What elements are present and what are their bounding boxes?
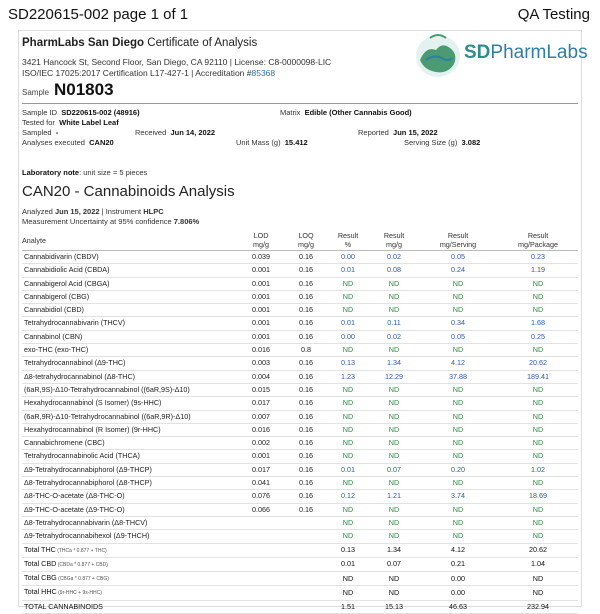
empty-cell — [286, 543, 326, 557]
analyte-cell: Tetrahydrocannabinol (Δ9-THC) — [22, 357, 236, 370]
value-cell: 0.003 — [236, 357, 286, 370]
value-cell: 0.007 — [236, 410, 286, 423]
value-cell: 0.05 — [418, 330, 498, 343]
table-row — [22, 397, 578, 410]
table-row — [22, 477, 578, 490]
table-row — [22, 370, 578, 383]
table-row — [22, 330, 578, 343]
analyte-cell: Cannabidivarin (CBDV) — [22, 251, 236, 264]
sdpharmlabs-logo — [412, 30, 587, 86]
value-cell: 0.11 — [370, 317, 418, 330]
value-cell: ND — [326, 383, 370, 396]
table-row — [22, 516, 578, 529]
value-cell — [286, 530, 326, 543]
value-cell: 18.69 — [498, 490, 578, 503]
total-value-cell: 0.01 — [326, 557, 370, 571]
lab-title — [22, 37, 257, 49]
value-cell: ND — [418, 383, 498, 396]
table-row — [22, 410, 578, 423]
value-cell: 0.02 — [370, 251, 418, 264]
total-value-cell: 46.63 — [418, 600, 498, 613]
table-row — [22, 357, 578, 370]
value-cell: ND — [498, 277, 578, 290]
total-value-cell: 232.94 — [498, 600, 578, 613]
value-cell: ND — [326, 516, 370, 529]
empty-cell — [236, 572, 286, 586]
analyte-cell: Cannabigerol Acid (CBGA) — [22, 277, 236, 290]
empty-cell — [236, 543, 286, 557]
value-cell: 0.01 — [326, 463, 370, 476]
value-cell: 0.00 — [326, 251, 370, 264]
value-cell: ND — [418, 530, 498, 543]
reported: Reported Jun 15, 2022 — [358, 128, 438, 137]
total-value-cell: ND — [498, 586, 578, 600]
value-cell: ND — [498, 516, 578, 529]
value-cell: 0.16 — [286, 450, 326, 463]
analyte-cell: Δ8-Tetrahydrocannabivarin (Δ8-THCV) — [22, 516, 236, 529]
value-cell: ND — [370, 383, 418, 396]
unit-mass: Unit Mass (g) 15.412 — [236, 138, 308, 147]
total-value-cell: 20.62 — [498, 543, 578, 557]
value-cell: 0.16 — [286, 490, 326, 503]
analyte-cell: Δ9-THC-O-acetate (Δ9-THC-O) — [22, 503, 236, 516]
value-cell: 0.00 — [326, 330, 370, 343]
total-value-cell: 0.07 — [370, 557, 418, 571]
value-cell: ND — [370, 277, 418, 290]
value-cell: ND — [498, 410, 578, 423]
value-cell: 3.74 — [418, 490, 498, 503]
value-cell: ND — [418, 450, 498, 463]
value-cell: ND — [326, 530, 370, 543]
value-cell: ND — [326, 503, 370, 516]
matrix: Matrix Edible (Other Cannabis Good) — [280, 108, 412, 117]
sample-id: Sample ID SD220615-002 (48916) — [22, 108, 140, 117]
table-row — [22, 383, 578, 396]
value-cell: 0.16 — [286, 251, 326, 264]
value-cell: 0.001 — [236, 290, 286, 303]
value-cell: 0.16 — [286, 410, 326, 423]
analyte-cell: Δ8-THC-O-acetate (Δ8-THC-O) — [22, 490, 236, 503]
value-cell: ND — [498, 383, 578, 396]
total-value-cell: 0.00 — [418, 586, 498, 600]
value-cell: ND — [498, 437, 578, 450]
value-cell: ND — [498, 423, 578, 436]
value-cell: 1.34 — [370, 357, 418, 370]
value-cell: 0.16 — [286, 317, 326, 330]
value-cell: 1.02 — [498, 463, 578, 476]
total-label: Total CBD (CBDa * 0.877 + CBD) — [22, 557, 236, 571]
table-row — [22, 490, 578, 503]
column-header: Result % — [326, 230, 370, 251]
value-cell: 0.001 — [236, 304, 286, 317]
value-cell: ND — [418, 503, 498, 516]
total-value-cell: ND — [370, 572, 418, 586]
value-cell: ND — [370, 423, 418, 436]
value-cell: ND — [418, 344, 498, 357]
total-label: TOTAL CANNABINOIDS — [22, 600, 236, 613]
table-row — [22, 290, 578, 303]
value-cell: 0.001 — [236, 264, 286, 277]
value-cell: 1.23 — [326, 370, 370, 383]
total-value-cell: ND — [498, 572, 578, 586]
total-value-cell: ND — [370, 586, 418, 600]
value-cell: ND — [370, 450, 418, 463]
value-cell: ND — [418, 410, 498, 423]
value-cell: 0.24 — [418, 264, 498, 277]
column-header: LOQ mg/g — [286, 230, 326, 251]
value-cell: ND — [498, 477, 578, 490]
value-cell: ND — [370, 503, 418, 516]
value-cell: 0.001 — [236, 277, 286, 290]
lab-address — [22, 57, 331, 79]
coa-subtitle: Certificate of Analysis — [147, 37, 258, 49]
total-value-cell: ND — [326, 586, 370, 600]
total-label: Total HHC (9r-HHC + 9s-HHC) — [22, 586, 236, 600]
value-cell: ND — [370, 530, 418, 543]
sampled: Sampled - — [22, 128, 59, 137]
table-row — [22, 437, 578, 450]
value-cell: 189.41 — [498, 370, 578, 383]
empty-cell — [286, 600, 326, 613]
value-cell: ND — [418, 423, 498, 436]
analyte-cell: Cannabidiol (CBD) — [22, 304, 236, 317]
value-cell: ND — [326, 277, 370, 290]
value-cell: ND — [326, 410, 370, 423]
value-cell: 0.002 — [236, 437, 286, 450]
total-row — [22, 572, 578, 586]
laboratory-note: Laboratory note: unit size = 5 pieces — [22, 168, 148, 177]
empty-cell — [236, 557, 286, 571]
empty-cell — [286, 572, 326, 586]
value-cell: ND — [370, 410, 418, 423]
value-cell: 0.07 — [370, 463, 418, 476]
value-cell: 0.039 — [236, 251, 286, 264]
analyte-cell: Cannabidiolic Acid (CBDA) — [22, 264, 236, 277]
value-cell: ND — [418, 477, 498, 490]
column-header: Analyte — [22, 230, 236, 251]
total-value-cell: 15.13 — [370, 600, 418, 613]
logo-text: SDPharmLabs — [464, 42, 588, 63]
value-cell: 0.16 — [286, 397, 326, 410]
value-cell: 0.23 — [498, 251, 578, 264]
cannabinoids-table — [22, 230, 578, 614]
received: Received Jun 14, 2022 — [135, 128, 216, 137]
value-cell: 37.88 — [418, 370, 498, 383]
value-cell: 0.016 — [236, 344, 286, 357]
analyte-cell: (6aR,9S)-Δ10-Tetrahydrocannabinol ((6aR,9S)-Δ10) — [22, 383, 236, 396]
analyte-cell: Δ9-Tetrahydrocannabiphorol (Δ9-THCP) — [22, 463, 236, 476]
total-value-cell: 0.00 — [418, 572, 498, 586]
value-cell: ND — [498, 503, 578, 516]
analyte-cell: Δ8-tetrahydrocannabinol (Δ8-THC) — [22, 370, 236, 383]
table-row — [22, 304, 578, 317]
total-value-cell: 1.51 — [326, 600, 370, 613]
value-cell: 0.001 — [236, 317, 286, 330]
value-cell: 20.62 — [498, 357, 578, 370]
value-cell: 0.16 — [286, 437, 326, 450]
empty-cell — [286, 557, 326, 571]
value-cell: ND — [370, 397, 418, 410]
table-row — [22, 251, 578, 264]
table-row — [22, 317, 578, 330]
value-cell: 0.16 — [286, 304, 326, 317]
analyses-executed: Analyses executed CAN20 — [22, 138, 114, 147]
value-cell: 0.017 — [236, 397, 286, 410]
value-cell: 0.08 — [370, 264, 418, 277]
value-cell: 0.016 — [236, 423, 286, 436]
total-value-cell: 1.04 — [498, 557, 578, 571]
lab-name: PharmLabs San Diego — [22, 37, 145, 49]
value-cell: 0.8 — [286, 344, 326, 357]
value-cell: ND — [418, 437, 498, 450]
total-row — [22, 543, 578, 557]
value-cell: 0.01 — [326, 264, 370, 277]
section-title: CAN20 - Cannabinoids Analysis — [22, 183, 235, 200]
table-row — [22, 264, 578, 277]
value-cell: 1.19 — [498, 264, 578, 277]
analyte-cell: Δ9-Tetrahydrocannabihexol (Δ9-THCH) — [22, 530, 236, 543]
value-cell: 0.16 — [286, 370, 326, 383]
value-cell: 0.16 — [286, 290, 326, 303]
value-cell: 0.16 — [286, 277, 326, 290]
value-cell: ND — [370, 477, 418, 490]
value-cell: ND — [498, 290, 578, 303]
table-row — [22, 344, 578, 357]
tested-for: Tested for White Label Leaf — [22, 118, 119, 127]
value-cell: 12.29 — [370, 370, 418, 383]
table-row — [22, 463, 578, 476]
value-cell: 0.16 — [286, 383, 326, 396]
table-header-row — [22, 230, 578, 251]
analyte-cell: exo-THC (exo-THC) — [22, 344, 236, 357]
column-header: Result mg/Serving — [418, 230, 498, 251]
value-cell: ND — [418, 516, 498, 529]
analyte-cell: Hexahydrocannabinol (S Isomer) (9s-HHC) — [22, 397, 236, 410]
analyte-cell: Cannabichromene (CBC) — [22, 437, 236, 450]
serving-size: Serving Size (g) 3.082 — [404, 138, 481, 147]
analyte-cell: Cannabinol (CBN) — [22, 330, 236, 343]
value-cell: ND — [326, 450, 370, 463]
value-cell: 0.01 — [326, 317, 370, 330]
value-cell: ND — [498, 397, 578, 410]
total-value-cell: 4.12 — [418, 543, 498, 557]
value-cell: ND — [370, 304, 418, 317]
total-value-cell: 0.21 — [418, 557, 498, 571]
value-cell: ND — [418, 277, 498, 290]
iso-line: ISO/IEC 17025:2017 Certification L17-427-1 | Accreditation #85368 — [22, 68, 276, 78]
value-cell: 0.015 — [236, 383, 286, 396]
value-cell: ND — [370, 344, 418, 357]
qa-testing-label: QA Testing — [517, 6, 590, 23]
sample-number: N01803 — [54, 80, 114, 99]
value-cell: ND — [498, 344, 578, 357]
value-cell: 0.13 — [326, 357, 370, 370]
total-value-cell: 0.13 — [326, 543, 370, 557]
value-cell: ND — [498, 304, 578, 317]
value-cell: ND — [326, 477, 370, 490]
total-row — [22, 600, 578, 613]
value-cell — [236, 530, 286, 543]
analyte-cell: Δ8-Tetrahydrocannabiphorol (Δ8-THCP) — [22, 477, 236, 490]
value-cell — [236, 516, 286, 529]
table-row — [22, 530, 578, 543]
table-row — [22, 423, 578, 436]
analyte-cell: (6aR,9R)-Δ10-Tetrahydrocannabinol ((6aR,9R)-Δ10) — [22, 410, 236, 423]
value-cell: 0.05 — [418, 251, 498, 264]
value-cell: ND — [326, 397, 370, 410]
value-cell: 0.12 — [326, 490, 370, 503]
sample-label: Sample — [22, 88, 50, 97]
value-cell: ND — [418, 290, 498, 303]
value-cell: 0.16 — [286, 357, 326, 370]
analyte-cell: Cannabigerol (CBG) — [22, 290, 236, 303]
address-line: 3421 Hancock St, Second Floor, San Diego, CA 92110 | License: C8-0000098-LIC — [22, 57, 332, 67]
value-cell: ND — [326, 423, 370, 436]
value-cell: 0.16 — [286, 330, 326, 343]
value-cell: 0.20 — [418, 463, 498, 476]
value-cell: ND — [326, 344, 370, 357]
empty-cell — [236, 600, 286, 613]
total-label: Total CBG (CBGa * 0.877 + CBG) — [22, 572, 236, 586]
table-row — [22, 503, 578, 516]
value-cell: ND — [326, 290, 370, 303]
value-cell: 0.34 — [418, 317, 498, 330]
analyte-cell: Tetrahydrocannabinolic Acid (THCA) — [22, 450, 236, 463]
value-cell: 1.21 — [370, 490, 418, 503]
analyte-cell: Hexahydrocannabinol (R Isomer) (9r-HHC) — [22, 423, 236, 436]
empty-cell — [236, 586, 286, 600]
value-cell: 0.16 — [286, 264, 326, 277]
value-cell: 0.16 — [286, 423, 326, 436]
value-cell: 0.001 — [236, 330, 286, 343]
value-cell: ND — [370, 516, 418, 529]
value-cell: ND — [418, 304, 498, 317]
divider — [22, 103, 578, 104]
value-cell: 0.001 — [236, 450, 286, 463]
value-cell: ND — [370, 437, 418, 450]
value-cell: 0.25 — [498, 330, 578, 343]
value-cell: ND — [326, 437, 370, 450]
value-cell: 0.16 — [286, 463, 326, 476]
total-row — [22, 557, 578, 571]
value-cell: 0.076 — [236, 490, 286, 503]
column-header: LOD mg/g — [236, 230, 286, 251]
logo-emblem-icon — [412, 30, 472, 86]
table-row — [22, 277, 578, 290]
value-cell: 0.017 — [236, 463, 286, 476]
value-cell: 1.68 — [498, 317, 578, 330]
total-label: Total THC (THCa * 0.877 + THC) — [22, 543, 236, 557]
value-cell — [286, 516, 326, 529]
value-cell: ND — [418, 397, 498, 410]
table-row — [22, 450, 578, 463]
value-cell: 0.066 — [236, 503, 286, 516]
analyte-cell: Tetrahydrocannabivarin (THCV) — [22, 317, 236, 330]
column-header: Result mg/Package — [498, 230, 578, 251]
accreditation-link[interactable]: 85368 — [251, 68, 276, 78]
value-cell: 0.16 — [286, 503, 326, 516]
value-cell: 0.004 — [236, 370, 286, 383]
document-id: SD220615-002 page 1 of 1 — [8, 6, 189, 23]
value-cell: 0.16 — [286, 477, 326, 490]
value-cell: 0.02 — [370, 330, 418, 343]
total-value-cell: 1.34 — [370, 543, 418, 557]
total-value-cell: ND — [326, 572, 370, 586]
value-cell: ND — [326, 304, 370, 317]
value-cell: 4.12 — [418, 357, 498, 370]
total-row — [22, 586, 578, 600]
column-header: Result mg/g — [370, 230, 418, 251]
value-cell: ND — [498, 530, 578, 543]
value-cell: ND — [498, 450, 578, 463]
top-bar — [8, 6, 590, 26]
value-cell: ND — [370, 290, 418, 303]
analysis-info: Analyzed Jun 15, 2022 | Instrument HLPC Measurement Uncertainty at 95% confidence 7.806% — [22, 207, 200, 226]
value-cell: 0.041 — [236, 477, 286, 490]
empty-cell — [286, 586, 326, 600]
